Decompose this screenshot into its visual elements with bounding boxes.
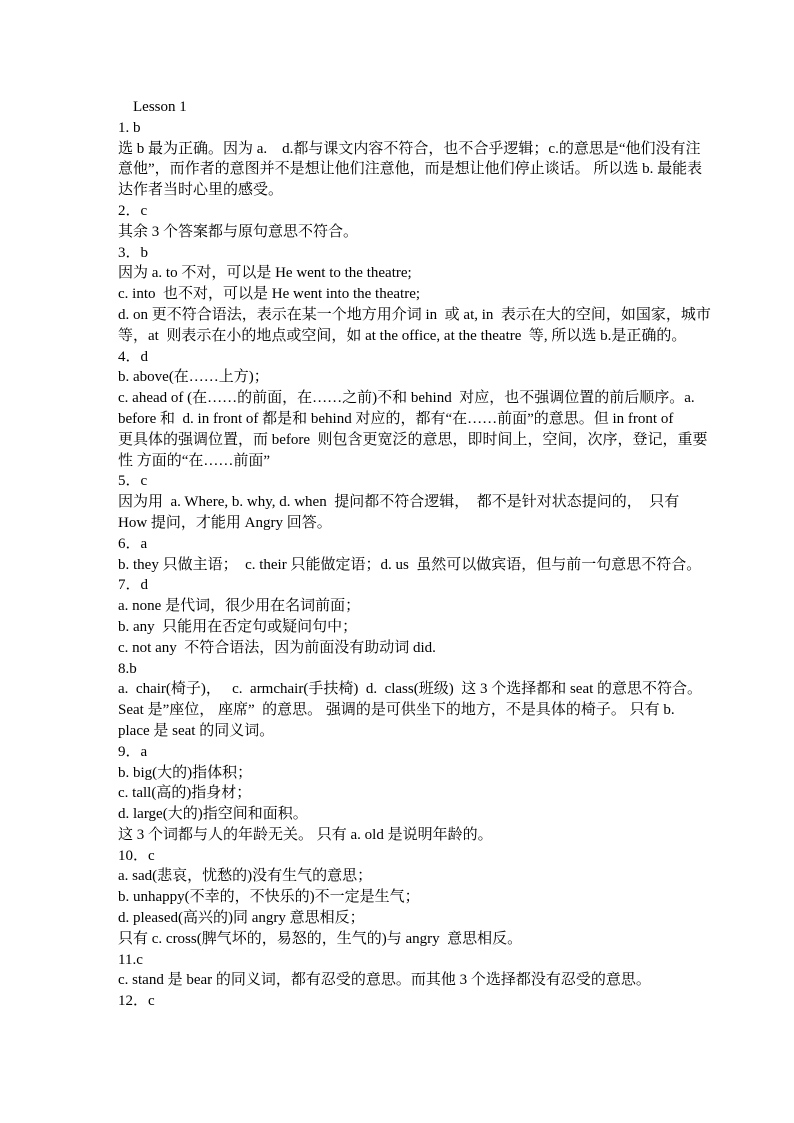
text-line: 10．c	[118, 847, 155, 864]
text-line: 12．c	[118, 993, 155, 1010]
text-line: 5．c	[118, 473, 148, 490]
text-line: How 提问，才能用 Angry 回答。	[118, 514, 332, 531]
text-line: 因为用 a. Where, b. why, d. when 提问都不符合逻辑， 都不是针对状态提问的， 只有	[118, 494, 680, 511]
text-line: c. into 也不对，可以是 He went into the theatre;	[118, 286, 421, 303]
text-line: a. none 是代词，很少用在名词前面；	[118, 598, 361, 615]
text-line: Seat 是”座位， 座席” 的意思。 强调的是可供坐下的地方，不是具体的椅子。 只有 b.	[118, 702, 675, 719]
text-line: 3．b	[118, 244, 149, 261]
text-line: 因为 a. to 不对，可以是 He went to the theatre;	[118, 265, 412, 282]
text-line: before 和 d. in front of 都是和 behind 对应的，都有“在……前面”的意思。但 in front of	[118, 410, 674, 427]
text-line: c. stand 是 bear 的同义词，都有忍受的意思。而其他 3 个选择都没有忍受的意思。	[118, 972, 651, 989]
text-line: 9．a	[118, 743, 148, 760]
text-line: 只有 c. cross(脾气坏的，易怒的，生气的)与 angry 意思相反。	[118, 930, 523, 947]
text-line: d. large(大的)指空间和面积。	[118, 806, 308, 823]
text-line: b. above(在……上方)；	[118, 369, 269, 386]
text-line: 达作者当时心里的感受。	[118, 182, 284, 199]
text-line: 等，at 则表示在小的地点或空间，如 at the office, at the theatre 等, 所以选 b.是正确的。	[118, 327, 687, 344]
text-line: 更具体的强调位置，而 before 则包含更宽泛的意思，即时间上，空间，次序，登记，重要	[118, 431, 708, 448]
text-line: c. not any 不符合语法，因为前面没有助动词 did.	[118, 639, 436, 656]
text-line: 8.b	[118, 660, 137, 677]
text-line: d. on 更不符合语法，表示在某一个地方用介词 in 或 at, in 表示在大的空间，如国家，城市	[118, 306, 711, 323]
text-line: 选 b 最为正确。因为 a. d.都与课文内容不符合，也不合乎逻辑；c.的意思是“他们没有注	[118, 140, 701, 157]
text-line: 11.c	[118, 951, 143, 968]
text-line: 2．c	[118, 202, 148, 219]
text-line: c. tall(高的)指身材；	[118, 785, 252, 802]
text-line: 1. b	[118, 119, 141, 136]
text-line: b. any 只能用在否定句或疑问句中；	[118, 618, 358, 635]
text-line: place 是 seat 的同义词。	[118, 722, 275, 739]
text-line: a. sad(悲哀，忧愁的)没有生气的意思；	[118, 868, 373, 885]
text-line: a. chair(椅子)， c. armchair(手扶椅) d. class(班级) 这 3 个选择都和 seat 的意思不符合。	[118, 681, 703, 698]
text-line: 这 3 个词都与人的年龄无关。 只有 a. old 是说明年龄的。	[118, 826, 493, 843]
text-line: 性 方面的“在……前面”	[118, 452, 271, 469]
text-line: d. pleased(高兴的)同 angry 意思相反；	[118, 910, 365, 927]
lesson-heading: Lesson 1	[118, 99, 187, 115]
text-line: b. they 只做主语； c. their 只能做定语；d. us 虽然可以做宾语，但与前一句意思不符合。	[118, 556, 702, 573]
text-line: 6．a	[118, 535, 148, 552]
document-content	[118, 97, 711, 1012]
text-line: 4．d	[118, 348, 149, 365]
text-line: b. unhappy(不幸的，不快乐的)不一定是生气；	[118, 889, 420, 906]
text-line: 意他”，而作者的意图并不是想让他们注意他，而是想让他们停止谈话。 所以选 b. 最能表	[118, 161, 703, 178]
text-line: b. big(大的)指体积；	[118, 764, 253, 781]
text-line: 其余 3 个答案都与原句意思不符合。	[118, 223, 359, 240]
text-line: 7．d	[118, 577, 149, 594]
text-line: c. ahead of (在……的前面，在……之前)不和 behind 对应，也不强调位置的前后顺序。a.	[118, 390, 695, 407]
